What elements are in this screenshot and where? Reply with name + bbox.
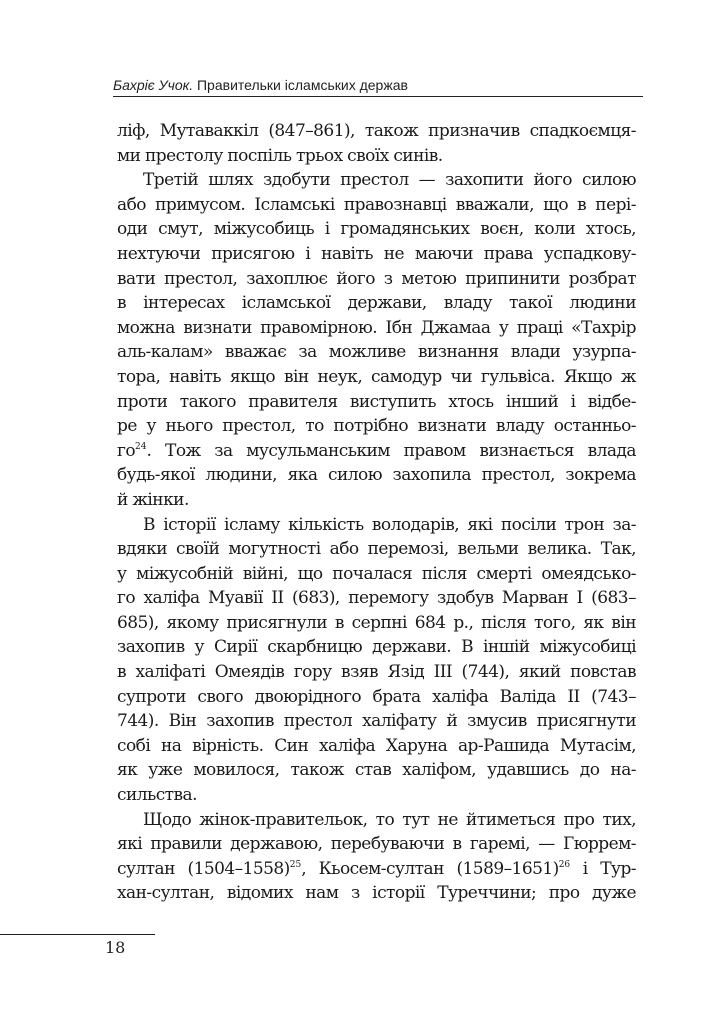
text-line: в халіфаті Омеядів гору взяв Язід III (744), який повстав bbox=[117, 662, 636, 683]
text-line: хан-султан, відомих нам з історії Туреччини; про дуже bbox=[117, 883, 636, 904]
running-header bbox=[113, 77, 643, 94]
text-line: у міжусобній війні, що почалася після смерті омеядсько- bbox=[117, 563, 636, 584]
text-line: тора, навіть якщо він неук, самодур чи гульвіса. Якщо ж bbox=[117, 366, 636, 387]
footnote-ref-25[interactable]: 25 bbox=[289, 859, 302, 870]
text-line: го халіфа Муавії II (683), перемогу здобув Марван I (683– bbox=[117, 588, 636, 609]
text-fragment: султан (1504–1558) bbox=[117, 858, 290, 879]
footer-divider bbox=[0, 934, 155, 935]
text-line: аль-калам» вважає за можливе визнання влади узурпа- bbox=[117, 342, 636, 363]
text-line: Третій шлях здобути престол — захопити його силою bbox=[143, 170, 636, 191]
text-line: або примусом. Ісламські правознавці вважали, що в пері- bbox=[117, 194, 636, 215]
text-line: ми престолу поспіль трьох своїх синів. bbox=[117, 145, 443, 166]
text-line: 685), якому присягнули в серпні 684 р., після того, як він bbox=[117, 612, 636, 633]
text-fragment: . Тож за мусульманським правом визнається влада bbox=[146, 440, 636, 461]
text-fragment: , Кьосем-султан (1589–1651) bbox=[301, 858, 559, 879]
body-text bbox=[117, 119, 636, 906]
page-number: 18 bbox=[105, 938, 126, 957]
text-line: можна визнати правомірною. Ібн Джамаа у праці «Тахрір bbox=[117, 317, 636, 338]
footnote-ref-26[interactable]: 26 bbox=[558, 859, 571, 870]
text-line: нехтуючи присягою і навіть не маючи права успадкову- bbox=[117, 243, 636, 264]
footnote-ref-24[interactable]: 24 bbox=[135, 441, 147, 452]
text-line bbox=[117, 439, 636, 464]
text-line: захопив у Сирії скарбницю держави. В іншій міжусобиці bbox=[117, 637, 636, 658]
text-line: в інтересах ісламської держави, владу такої людини bbox=[117, 293, 636, 314]
text-line: ре у нього престол, то потрібно визнати владу останньо- bbox=[117, 416, 636, 437]
text-line: будь-якої людини, яка силою захопила престол, зокрема bbox=[117, 465, 636, 486]
text-line: собі на вірність. Син халіфа Харуна ар-Рашида Мутасім, bbox=[117, 735, 636, 756]
text-line bbox=[117, 857, 636, 882]
text-fragment: го bbox=[117, 440, 136, 461]
text-line: Щодо жінок-правительок, то тут не йтиметься про тих, bbox=[143, 809, 636, 830]
text-line: й жінки. bbox=[117, 489, 189, 510]
text-line: вати престол, захоплює його з метою припинити розбрат bbox=[117, 268, 636, 289]
text-fragment: і Тур- bbox=[570, 858, 636, 879]
text-line: які правили державою, перебуваючи в гаремі, — Гюррем- bbox=[117, 834, 636, 855]
text-line: оди смут, міжусобиць і громадянських воєн, коли хтось, bbox=[117, 219, 636, 240]
text-line: В історії ісламу кількість володарів, які посіли трон за- bbox=[143, 514, 636, 535]
text-line: проти такого правителя виступить хтось інший і відбе- bbox=[117, 391, 636, 412]
header-author: Бахріє Учок. bbox=[113, 77, 194, 93]
text-line: супроти свого двоюрідного брата халіфа Валіда II (743– bbox=[117, 686, 636, 707]
text-line: сильства. bbox=[117, 785, 197, 806]
header-title: Правительки ісламських держав bbox=[193, 77, 408, 93]
text-line: 744). Він захопив престол халіфату й змусив присягнути bbox=[117, 711, 636, 732]
text-line: вдяки своїй могутності або перемозі, вельми велика. Так, bbox=[117, 539, 636, 560]
header-divider bbox=[113, 96, 643, 97]
text-line: як уже мовилося, також став халіфом, удавшись до на- bbox=[117, 760, 636, 781]
text-line: ліф, Мутаваккіл (847–861), також призначив спадкоємця- bbox=[117, 121, 636, 141]
